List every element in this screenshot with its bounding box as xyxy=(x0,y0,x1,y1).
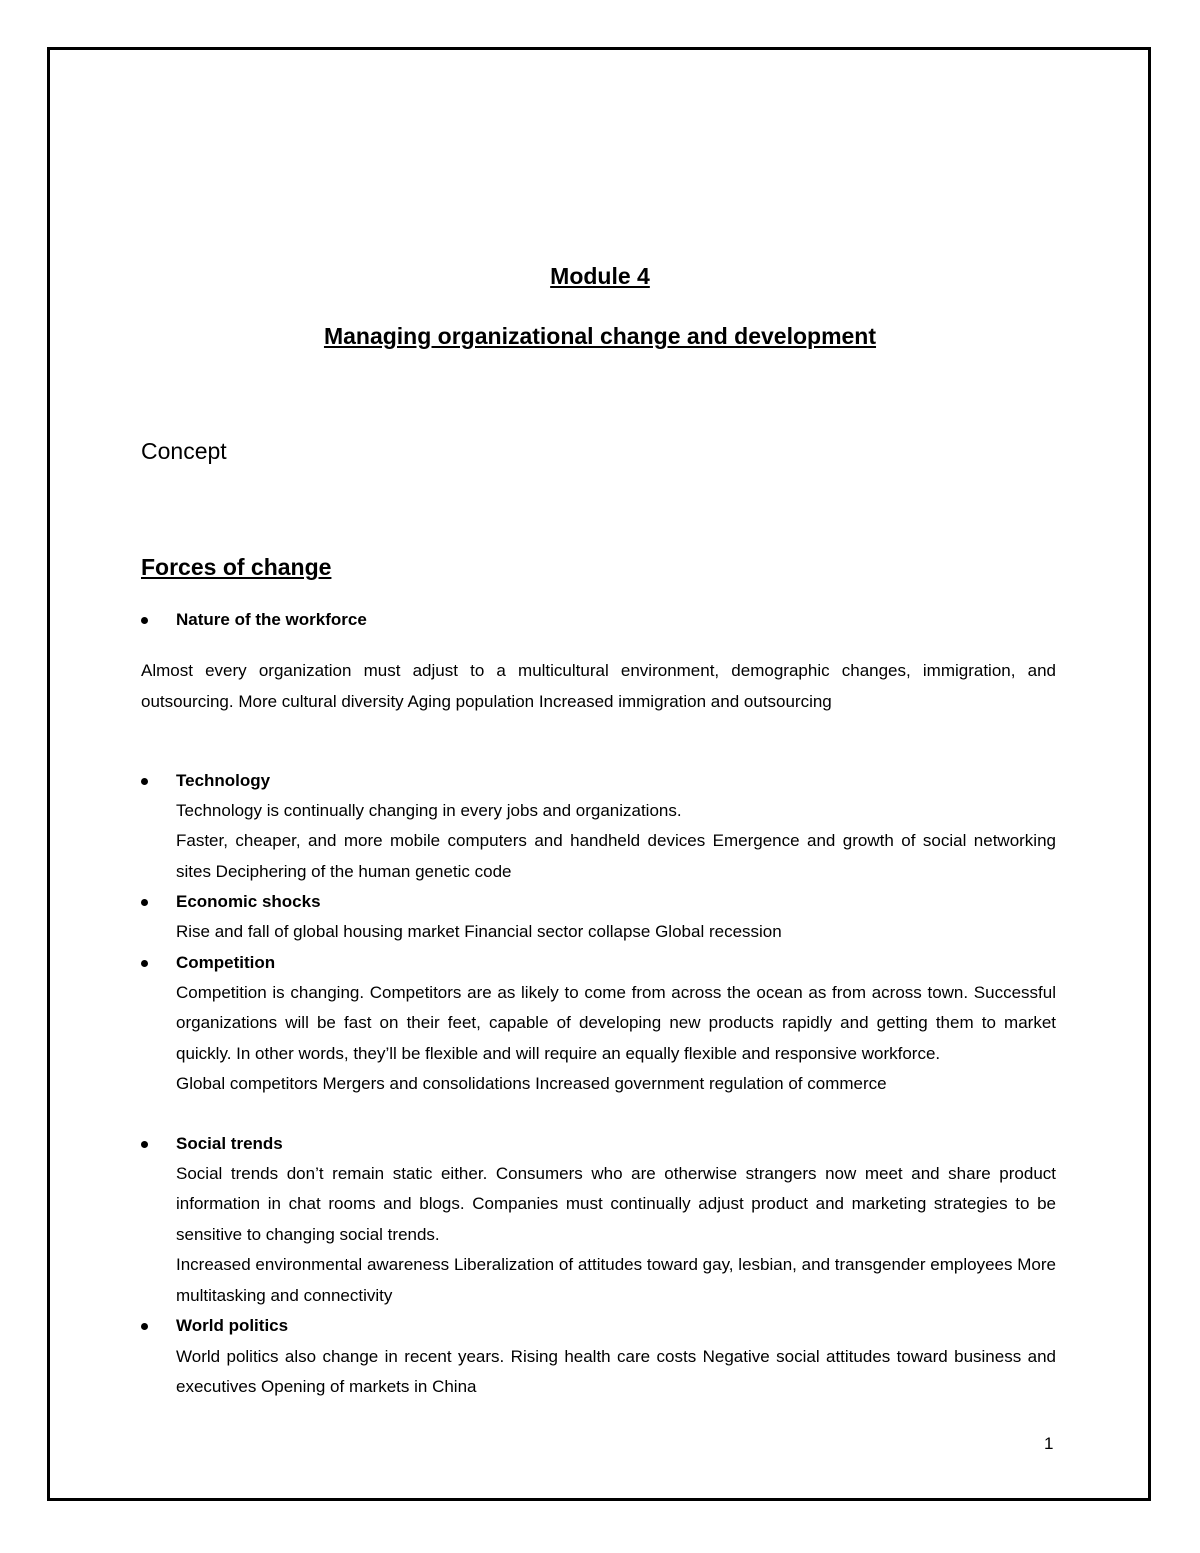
bullet-icon xyxy=(141,1323,148,1330)
concept-heading: Concept xyxy=(141,438,227,464)
bullet-label-world-politics: World politics xyxy=(176,1316,289,1335)
module-title: Module 4 xyxy=(550,263,650,289)
technology-line-1: Technology is continually changing in every jobs and organizations. xyxy=(176,801,682,820)
page-number: 1 xyxy=(1044,1434,1054,1453)
competition-text xyxy=(176,978,1056,1100)
bullet-icon xyxy=(141,1141,148,1148)
social-line-2: Increased environmental awareness Liberalization of attitudes toward gay, lesbian, and transgender employees More multitasking and connectivity xyxy=(176,1255,1056,1305)
module-subtitle: Managing organizational change and development xyxy=(323,323,877,349)
bullet-label-economic-shocks: Economic shocks xyxy=(176,892,321,911)
economic-shocks-text xyxy=(176,917,1056,947)
bullet-label-workforce: Nature of the workforce xyxy=(176,610,367,629)
competition-line-2: Global competitors Mergers and consolidations Increased government regulation of commerce xyxy=(176,1074,887,1094)
competition-line-1: Competition is changing. Competitors are as likely to come from across the ocean as from across town. Successful organizations will be fast on their feet, capable of developing new products rapidly and getting them to market quickly. In other words, they’ll be flexible and will require an equally flexible and responsive workforce. xyxy=(176,983,1056,1063)
bullet-icon xyxy=(141,960,148,967)
world-politics-text xyxy=(176,1342,1056,1403)
bullet-icon xyxy=(141,899,148,906)
bullet-label-technology: Technology xyxy=(176,771,271,790)
workforce-paragraph: Almost every organization must adjust to a multicultural environment, demographic changes, immigration, and outsourcing. More cultural diversity Aging population Increased immigration and outsourcing xyxy=(141,661,1056,711)
bullet-icon xyxy=(141,778,148,785)
social-trends-text xyxy=(176,1159,1056,1311)
technology-text xyxy=(176,796,1056,887)
technology-line-2: Faster, cheaper, and more mobile computers and handheld devices Emergence and growth of social networking sites Deciphering of the human genetic code xyxy=(176,831,1056,881)
social-line-1: Social trends don’t remain static either. Consumers who are otherwise strangers now meet and share product information in chat rooms and blogs. Companies must continually adjust product and marketing strategies to be sensitive to changing social trends. xyxy=(176,1164,1056,1244)
politics-line-1: World politics also change in recent years. Rising health care costs Negative social attitudes toward business and executives Opening of markets in China xyxy=(176,1347,1056,1397)
bullet-label-social-trends: Social trends xyxy=(176,1134,283,1153)
bullet-icon xyxy=(141,617,148,624)
economic-line-1: Rise and fall of global housing market Financial sector collapse Global recession xyxy=(176,922,782,941)
bullet-label-competition: Competition xyxy=(176,953,276,972)
forces-of-change-heading: Forces of change xyxy=(141,554,332,580)
